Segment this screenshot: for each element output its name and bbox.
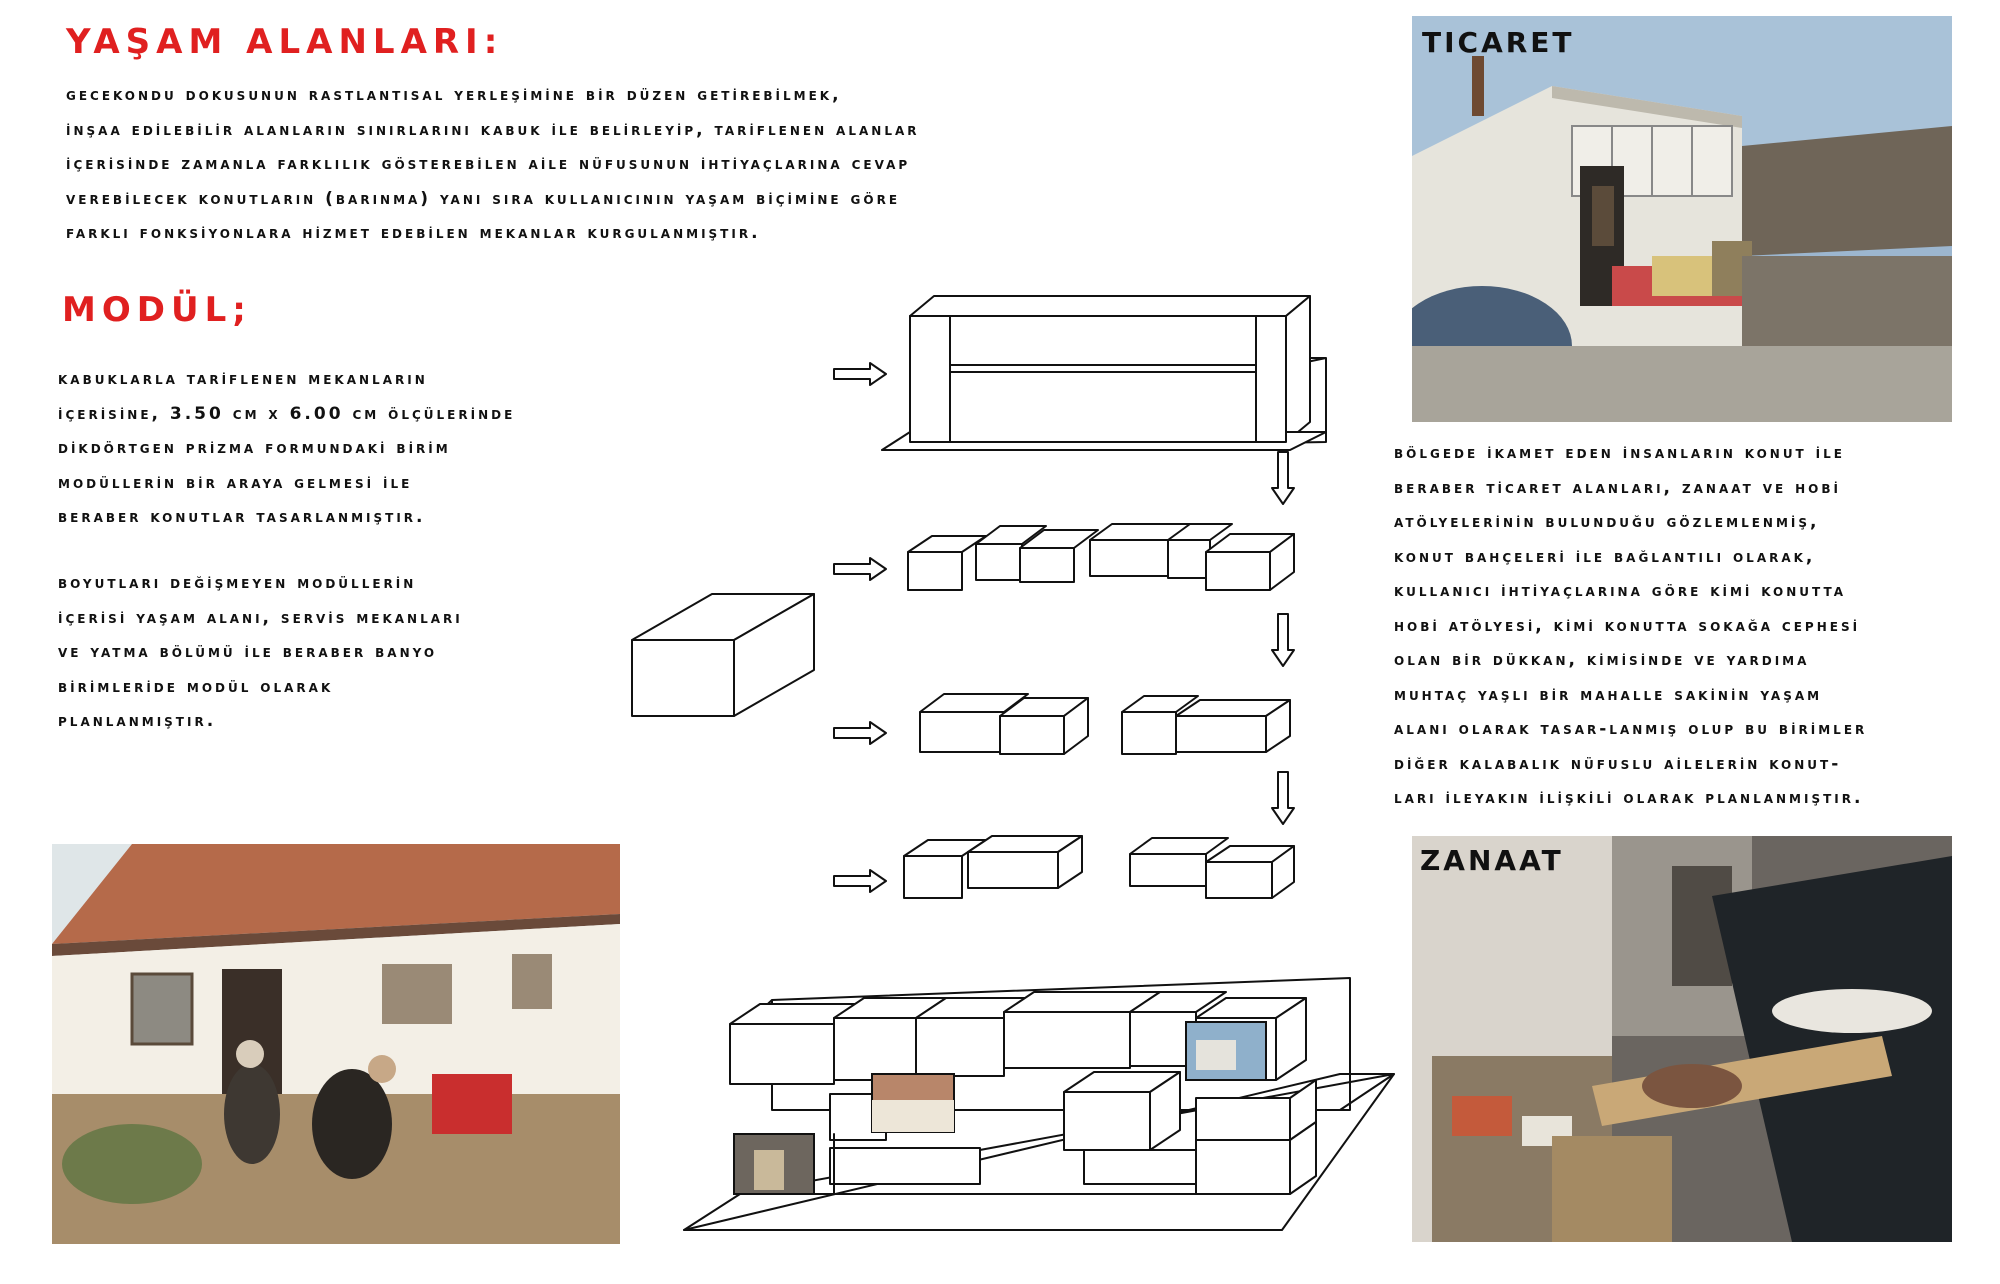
right-paragraph: bölgede i̇kamet eden i̇nsanlarin konut i̇le beraber ti̇caret alanlari, zanaat ve hobi̇ atölyeleri̇ni̇n bulunduğu gözlemlenmi̇ş, konut bahçeleri̇ i̇le bağlantili olarak, kullanici i̇hti̇yaçlarina göre ki̇mi̇ konutta hobi̇ atölyesi̇, ki̇mi̇ konutta sokağa cephesi̇ olan bi̇r dükkan, ki̇mi̇si̇nde ve yardima muhtaç yaşli bi̇r mahalle saki̇ni̇n yaşam alani olarak tasar-lanmiş olup bu bi̇ri̇mler di̇ğer kalabalik nüfuslu ai̇leleri̇n konut- lari i̇leyakin i̇li̇şki̇li̇ olarak planlanmiştir. — [1394, 443, 1868, 808]
intro-paragraph: gecekondu dokusunun rastlantisal yerleşi̇mi̇ne bi̇r düzen geti̇rebi̇lmek, i̇nşaa edi̇lebi̇li̇r alanlarin sinirlarini kabuk i̇le beli̇rleyi̇p, tari̇flenen alanlar i̇çeri̇si̇nde zamanla farklilik gösterebi̇len ai̇le nüfusunun i̇hti̇yaçlarina cevap verebi̇lecek konutlarin (barinma) yani sira kullanicinin yaşam bi̇çi̇mi̇ne göre farkli fonksi̇yonlara hi̇zmet edebi̇len mekanlar kurgulanmiştir. — [66, 85, 920, 243]
assembly-inset-photos — [734, 1022, 1266, 1194]
ticaret-photo — [1412, 16, 1952, 422]
modul-paragraph-2: boyutlari deği̇şmeyen modülleri̇n i̇çeri̇si̇ yaşam alani, servi̇s mekanlari ve yatma bölümü i̇le beraber banyo bi̇ri̇mleri̇de modül olarak planlanmiştir. — [58, 573, 463, 731]
module-pairs-step3 — [920, 694, 1290, 754]
arrow-right-icon — [834, 722, 886, 744]
module-pairs-step4 — [904, 836, 1294, 898]
ticaret-label: TICARET — [1422, 26, 1575, 59]
module-row-step2 — [908, 524, 1294, 590]
arrow-right-icon — [834, 870, 886, 892]
arrow-right-icon — [834, 558, 886, 580]
gecekondu-photo — [52, 844, 620, 1244]
heading-modul: MODÜL; — [62, 290, 252, 330]
shell-frame — [882, 296, 1326, 450]
arrow-down-icon — [1272, 452, 1294, 504]
assembled-housing-block — [684, 978, 1394, 1230]
unit-module — [632, 594, 814, 716]
arrow-down-icon — [1272, 614, 1294, 666]
heading-yasam-alanlari: YAŞAM ALANLARI: — [66, 22, 504, 62]
modul-paragraph-1: kabuklarla tari̇flenen mekanlarin i̇çeri̇si̇ne, 3.50 cm x 6.00 cm ölçüleri̇nde di̇kdörtgen pri̇zma formundaki̇ bi̇ri̇m modülleri̇n bi̇r araya gelmesi̇ i̇le beraber konutlar tasarlanmiştir. — [58, 369, 516, 527]
zanaat-label: ZANAAT — [1420, 844, 1564, 877]
zanaat-photo — [1412, 836, 1952, 1242]
arrow-right-icon — [834, 363, 886, 385]
arrow-down-icon — [1272, 772, 1294, 824]
